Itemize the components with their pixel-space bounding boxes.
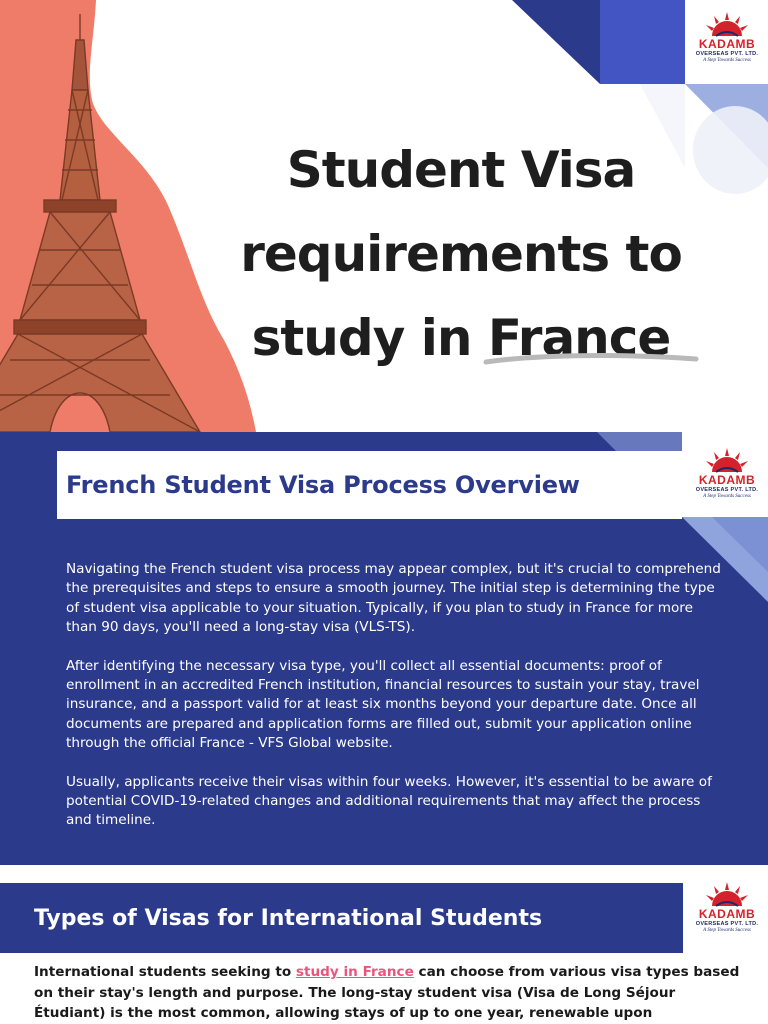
study-in-france-link[interactable]: study in France bbox=[295, 964, 414, 980]
visa-types-paragraph bbox=[34, 962, 744, 1024]
logo-tagline: A Step Towards Success bbox=[703, 928, 751, 933]
eiffel-tower-illustration bbox=[0, 0, 220, 432]
logo-tagline: A Step Towards Success bbox=[703, 58, 751, 63]
logo-subtitle: OVERSEAS PVT. LTD. bbox=[695, 921, 759, 927]
body-paragraph-3: Usually, applicants receive their visas within four weeks. However, it's essential to be aware of potential COVID-19-related changes and additional requirements that may affect the process and timeline. bbox=[66, 773, 712, 829]
title-underline-stroke bbox=[482, 350, 702, 370]
visa-types-heading-bar bbox=[0, 883, 683, 953]
logo-brand: KADAMB bbox=[698, 37, 756, 51]
title-line-3: study in France bbox=[251, 309, 671, 367]
visa-process-overview-section bbox=[0, 432, 768, 865]
sun-emblem-icon bbox=[704, 882, 750, 908]
sun-emblem-icon bbox=[704, 12, 750, 38]
section-heading: French Student Visa Process Overview bbox=[66, 471, 580, 499]
logo-tagline: A Step Towards Success bbox=[703, 494, 751, 499]
logo-brand: KADAMB bbox=[698, 473, 756, 487]
logo-brand: KADAMB bbox=[698, 907, 756, 921]
body-paragraph-2: After identifying the necessary visa type, you'll collect all essential documents: proof of enrollment in an accredited French institution, financial resources to sustain your stay, travel insurance, and a passport valid for at least six months beyond your departure date. Once all documents are prepared and application forms are filled out, submit your application online through the official France - VFS Global website. bbox=[66, 657, 700, 752]
title-line-1: Student Visa bbox=[286, 141, 636, 199]
section-heading-box bbox=[57, 451, 682, 519]
company-logo bbox=[688, 882, 766, 934]
logo-subtitle: OVERSEAS PVT. LTD. bbox=[695, 487, 759, 493]
title-line-2: requirements to bbox=[240, 225, 682, 283]
company-logo bbox=[688, 448, 766, 500]
page-title bbox=[196, 128, 726, 380]
logo-subtitle: OVERSEAS PVT. LTD. bbox=[695, 51, 759, 57]
hero-section bbox=[0, 0, 768, 432]
text-before-link: International students seeking to bbox=[34, 964, 296, 980]
section-heading: Types of Visas for International Students bbox=[34, 905, 543, 931]
body-paragraph-1: Navigating the French student visa process may appear complex, but it's crucial to comprehend the prerequisites and steps to ensure a smooth journey. The initial step is determining the type of student visa applicable to your situation. Typically, if you plan to study in France for more than 90 days, you'll need a long-stay visa (VLS-TS). bbox=[66, 561, 721, 636]
sun-emblem-icon bbox=[704, 448, 750, 474]
section-body bbox=[66, 560, 726, 850]
text-after-link: can choose from various visa types based on their stay's length and purpose. The long-stay student visa (Visa de Long Séjour Étudiant) is the most common, allowing stays of up to one year, renewable upon bbox=[34, 964, 740, 1021]
company-logo bbox=[690, 12, 764, 64]
